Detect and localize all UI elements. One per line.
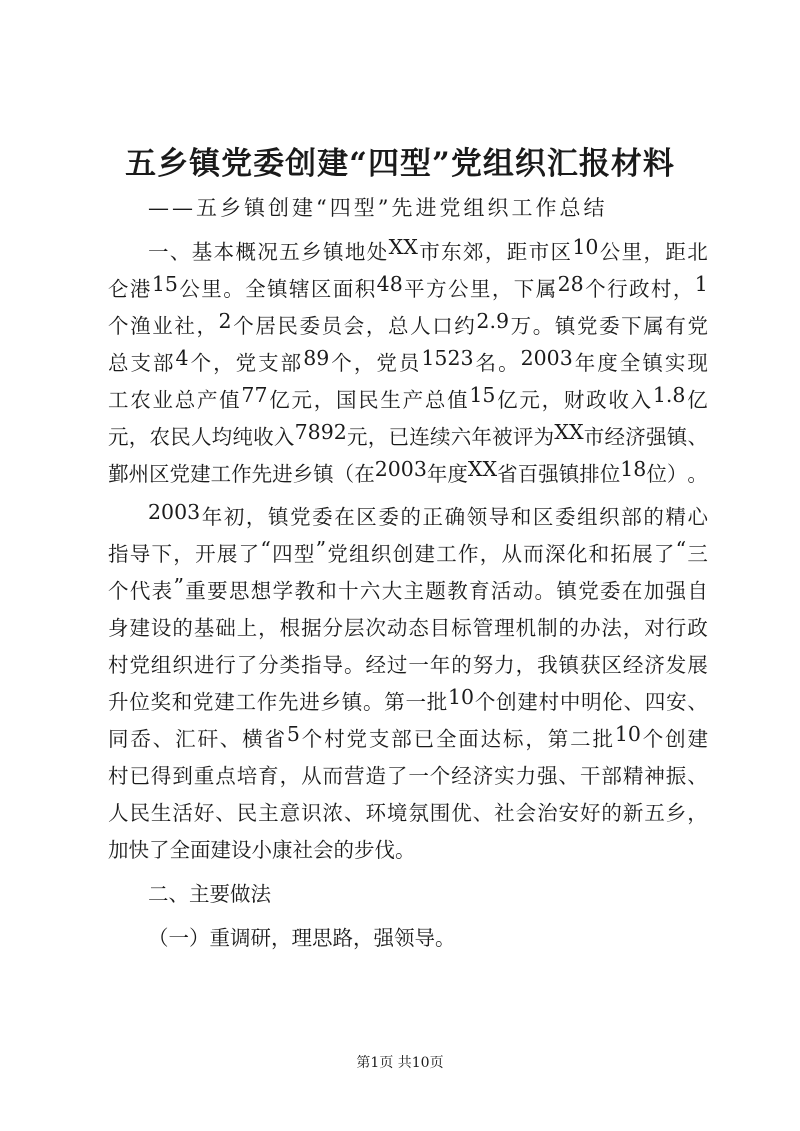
- subsection-heading: （一）重调研，理思路，强领导。: [148, 926, 456, 950]
- body-line: 村 已 得 到 重 点 培 育 ， 从 而 营 造 了 一 个 经 济 实 力 强 、 干 部 精 神 振 、: [108, 764, 708, 788]
- body-line: 仑 港 15 公 里 。 全 镇 辖 区 面 积 48 平 方 公 里 ， 下 属 28 个 行 政 村 ， 1: [108, 272, 708, 301]
- body-line: 元 ， 农 民 人 均 纯 收 入 7892 元 ， 已 连 续 六 年 被 评 为 XX 市 经 济 强 镇 、: [108, 420, 708, 449]
- body-line: 个 代 表 ” 重 要 思 想 学 教 和 十 六 大 主 题 教 育 活 动 。 镇 党 委 在 加 强 自: [108, 574, 708, 603]
- body-line: 个 渔 业 社 ， 2 个 居 民 委 员 会 ， 总 人 口 约 2.9 万 。 镇 党 委 下 属 有 党: [108, 309, 708, 338]
- body-line: 一 、 基 本 概 况 五 乡 镇 地 处 XX 市 东 郊 ， 距 市 区 10 公 里 ， 距 北: [148, 235, 708, 264]
- body-line: 2003 年 初 ， 镇 党 委 在 区 委 的 正 确 领 导 和 区 委 组 织 部 的 精 心: [148, 500, 708, 529]
- body-line: 加快了全面建设小康社会的步伐。: [108, 838, 416, 862]
- body-line: 同 岙 、 汇 矸 、 横 省 5 个 村 党 支 部 已 全 面 达 标 ， 第 二 批 10 个 创 建: [108, 722, 708, 751]
- body-line: 指 导 下 ， 开 展 了 “ 四 型 ” 党 组 织 创 建 工 作 ， 从 而 深 化 和 拓 展 了 “ 三: [108, 537, 708, 566]
- body-line: 总 支 部 4 个 ， 党 支 部 89 个 ， 党 员 1523 名 。 2003 年 度 全 镇 实 现: [108, 346, 708, 375]
- document-title: 五乡镇党委创建“四型”党组织汇报材料: [125, 146, 675, 182]
- section-heading: 二、主要做法: [148, 882, 271, 906]
- body-line: 鄞 州 区 党 建 工 作 先 进 乡 镇 （ 在 2003 年 度 XX 省 百 强 镇 排 位 18 位 ） 。: [108, 457, 708, 486]
- body-line: 工 农 业 总 产 值 77 亿 元 ， 国 民 生 产 总 值 15 亿 元 ， 财 政 收 入 1.8 亿: [108, 383, 708, 412]
- body-line: 升 位 奖 和 党 建 工 作 先 进 乡 镇 。 第 一 批 10 个 创 建 村 中 明 伦 、 四 安 、: [108, 685, 708, 714]
- body-line: 人 民 生 活 好 、 民 主 意 识 浓 、 环 境 氛 围 优 、 社 会 治 安 好 的 新 五 乡 ，: [108, 801, 708, 825]
- body-line: 身 建 设 的 基 础 上 ， 根 据 分 层 次 动 态 目 标 管 理 机 制 的 办 法 ， 对 行 政: [108, 616, 708, 640]
- document-subtitle: ——五乡镇创建“四型”先进党组织工作总结: [148, 196, 608, 220]
- page-number: 第1页 共10页: [356, 1055, 444, 1071]
- body-line: 村 党 组 织 进 行 了 分 类 指 导 。 经 过 一 年 的 努 力 ， 我 镇 获 区 经 济 发 展: [108, 653, 708, 677]
